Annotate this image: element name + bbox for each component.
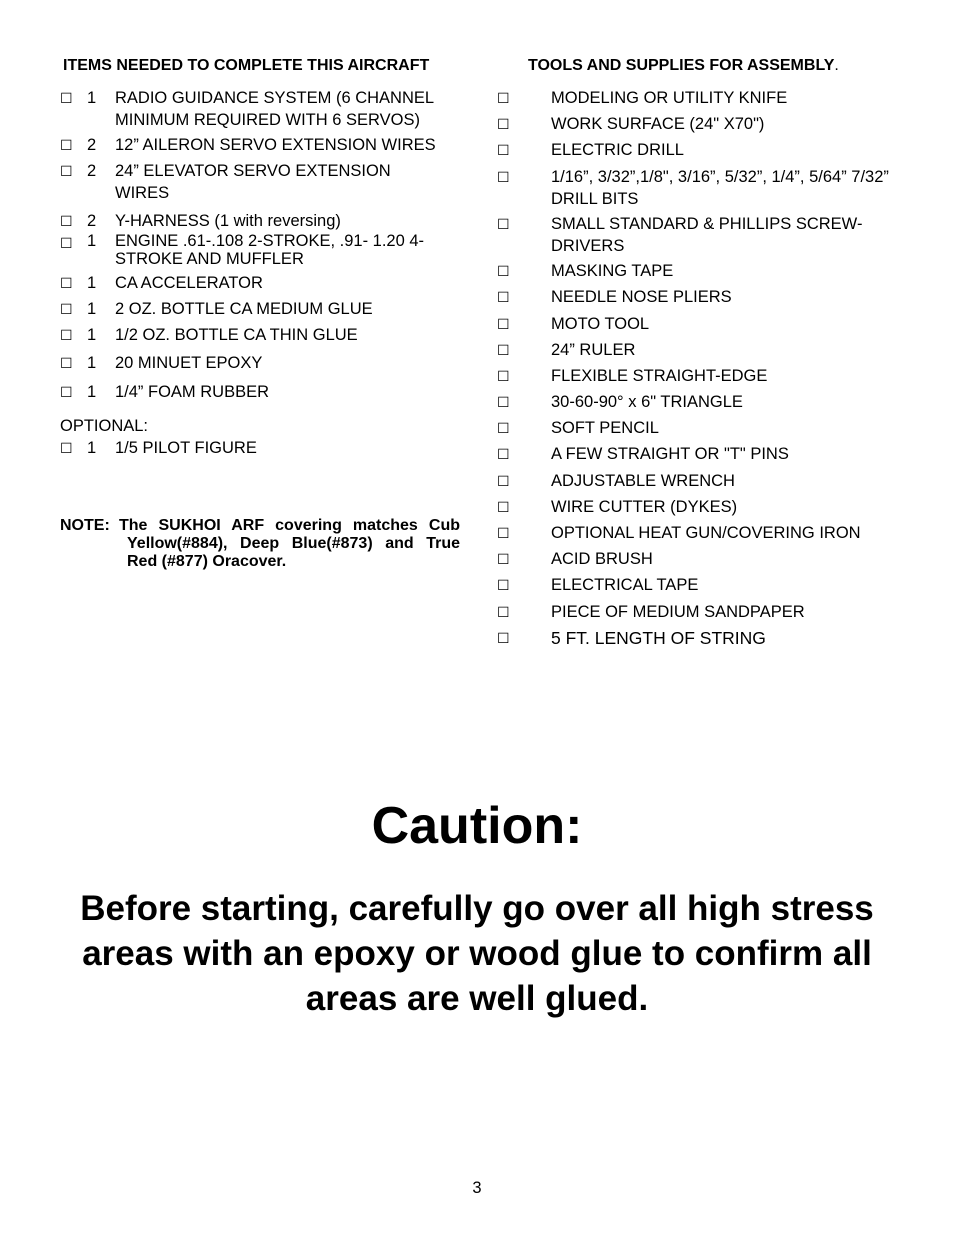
item-text: 12” AILERON SERVO EXTENSION WIRES bbox=[115, 136, 436, 154]
list-item bbox=[497, 113, 897, 135]
item-quantity: 1 bbox=[87, 326, 97, 344]
optional-label: OPTIONAL: bbox=[60, 417, 149, 435]
checkbox-icon[interactable]: ☐ bbox=[60, 235, 73, 251]
item-quantity: 1 bbox=[87, 232, 97, 250]
item-text: Y-HARNESS (1 with reversing) bbox=[115, 212, 341, 230]
items-needed-heading: ITEMS NEEDED TO COMPLETE THIS AIRCRAFT bbox=[63, 57, 430, 74]
list-item bbox=[497, 470, 897, 492]
list-item bbox=[60, 232, 462, 268]
item-text: MASKING TAPE bbox=[551, 262, 674, 280]
checkbox-icon[interactable]: ☐ bbox=[497, 169, 510, 185]
list-item bbox=[497, 417, 897, 439]
list-item bbox=[60, 134, 462, 156]
items-needed-list bbox=[60, 87, 462, 403]
item-text: ENGINE .61-.108 2-STROKE, .91- 1.20 4-STROKE AND MUFFLER bbox=[115, 232, 425, 268]
checkbox-icon[interactable]: ☐ bbox=[497, 342, 510, 358]
list-item bbox=[497, 601, 897, 623]
checkbox-icon[interactable]: ☐ bbox=[497, 263, 510, 279]
item-text: MODELING OR UTILITY KNIFE bbox=[551, 89, 788, 107]
item-quantity: 2 bbox=[87, 162, 97, 180]
list-item bbox=[60, 87, 462, 131]
item-text: A FEW STRAIGHT OR "T" PINS bbox=[551, 445, 789, 463]
checkbox-icon[interactable]: ☐ bbox=[60, 137, 73, 153]
checkbox-icon[interactable]: ☐ bbox=[497, 446, 510, 462]
checkbox-icon[interactable]: ☐ bbox=[497, 216, 510, 232]
item-text: 1/16”, 3/32”,1/8", 3/16”, 5/32”, 1/4”, 5/64” 7/32” DRILL BITS bbox=[551, 168, 889, 208]
item-quantity: 1 bbox=[87, 383, 97, 401]
item-quantity: 2 bbox=[87, 212, 97, 230]
items-needed-section bbox=[60, 56, 462, 459]
item-text: FLEXIBLE STRAIGHT-EDGE bbox=[551, 367, 768, 385]
item-text: CA ACCELERATOR bbox=[115, 274, 263, 292]
checkbox-icon[interactable]: ☐ bbox=[497, 420, 510, 436]
list-item bbox=[497, 574, 897, 596]
covering-note bbox=[60, 517, 460, 571]
caution-text: Before starting, carefully go over all high stress areas with an epoxy or wood glue to confirm all areas are well glued. bbox=[80, 889, 874, 1018]
tools-heading-period: . bbox=[834, 57, 839, 74]
item-text: NEEDLE NOSE PLIERS bbox=[551, 288, 732, 306]
list-item bbox=[497, 339, 897, 361]
item-quantity: 1 bbox=[87, 89, 97, 107]
item-text: 5 FT. LENGTH OF STRING bbox=[551, 628, 766, 648]
checkbox-icon[interactable]: ☐ bbox=[497, 473, 510, 489]
list-item bbox=[60, 160, 462, 204]
list-item bbox=[497, 166, 897, 210]
checkbox-icon[interactable]: ☐ bbox=[497, 316, 510, 332]
checkbox-icon[interactable]: ☐ bbox=[497, 394, 510, 410]
item-text: ELECTRICAL TAPE bbox=[551, 576, 699, 594]
item-text: ADJUSTABLE WRENCH bbox=[551, 472, 735, 490]
list-item bbox=[60, 298, 462, 320]
caution-title: Caution: bbox=[371, 797, 583, 855]
checkbox-icon[interactable]: ☐ bbox=[497, 499, 510, 515]
list-item bbox=[60, 324, 462, 346]
checkbox-icon[interactable]: ☐ bbox=[497, 577, 510, 593]
list-item bbox=[497, 443, 897, 465]
list-item bbox=[60, 352, 462, 374]
item-quantity: 1 bbox=[87, 439, 97, 457]
list-item bbox=[60, 437, 462, 459]
checkbox-icon[interactable]: ☐ bbox=[497, 368, 510, 384]
list-item bbox=[497, 87, 897, 109]
checkbox-icon[interactable]: ☐ bbox=[60, 440, 73, 456]
note-label: NOTE: bbox=[60, 517, 110, 534]
item-text: RADIO GUIDANCE SYSTEM (6 CHANNEL MINIMUM REQUIRED WITH 6 SERVOS) bbox=[115, 89, 434, 129]
item-text: SMALL STANDARD & PHILLIPS SCREW-DRIVERS bbox=[551, 215, 863, 255]
list-item bbox=[497, 213, 897, 257]
list-item bbox=[497, 286, 897, 308]
item-text: 20 MINUET EPOXY bbox=[115, 354, 263, 372]
item-text: ELECTRIC DRILL bbox=[551, 141, 684, 159]
item-text: 1/4” FOAM RUBBER bbox=[115, 383, 270, 401]
item-text: WORK SURFACE (24" X70") bbox=[551, 115, 765, 133]
checkbox-icon[interactable]: ☐ bbox=[60, 275, 73, 291]
checkbox-icon[interactable]: ☐ bbox=[497, 116, 510, 132]
checkbox-icon[interactable]: ☐ bbox=[497, 604, 510, 620]
list-item bbox=[60, 272, 462, 294]
item-quantity: 1 bbox=[87, 300, 97, 318]
item-quantity: 1 bbox=[87, 274, 97, 292]
checkbox-icon[interactable]: ☐ bbox=[60, 163, 73, 179]
tools-list bbox=[497, 87, 897, 649]
list-item bbox=[497, 365, 897, 387]
list-item bbox=[60, 210, 462, 232]
checkbox-icon[interactable]: ☐ bbox=[497, 551, 510, 567]
item-quantity: 2 bbox=[87, 136, 97, 154]
checkbox-icon[interactable]: ☐ bbox=[60, 301, 73, 317]
item-text: MOTO TOOL bbox=[551, 315, 650, 333]
checkbox-icon[interactable]: ☐ bbox=[60, 384, 73, 400]
item-text: 24” RULER bbox=[551, 341, 636, 359]
tools-heading bbox=[528, 56, 897, 76]
item-text: ACID BRUSH bbox=[551, 550, 653, 568]
list-item bbox=[497, 260, 897, 282]
item-text: 2 OZ. BOTTLE CA MEDIUM GLUE bbox=[115, 300, 373, 318]
list-item bbox=[497, 496, 897, 518]
item-text: WIRE CUTTER (DYKES) bbox=[551, 498, 738, 516]
checkbox-icon[interactable]: ☐ bbox=[60, 90, 73, 106]
item-quantity: 1 bbox=[87, 354, 97, 372]
checkbox-icon[interactable]: ☐ bbox=[60, 327, 73, 343]
optional-items-list bbox=[60, 437, 462, 459]
list-item bbox=[497, 313, 897, 335]
item-text: 1/5 PILOT FIGURE bbox=[115, 439, 257, 457]
list-item bbox=[497, 139, 897, 161]
checkbox-icon[interactable]: ☐ bbox=[497, 90, 510, 106]
list-item bbox=[60, 381, 462, 403]
item-text: SOFT PENCIL bbox=[551, 419, 659, 437]
page-number: 3 bbox=[472, 1179, 482, 1197]
checkbox-icon[interactable]: ☐ bbox=[497, 525, 510, 541]
checkbox-icon[interactable]: ☐ bbox=[497, 289, 510, 305]
checkbox-icon[interactable]: ☐ bbox=[497, 630, 510, 646]
item-text: OPTIONAL HEAT GUN/COVERING IRON bbox=[551, 524, 861, 542]
item-text: 24” ELEVATOR SERVO EXTENSION WIRES bbox=[115, 162, 391, 202]
tools-heading-text: TOOLS AND SUPPLIES FOR ASSEMBLY bbox=[528, 57, 835, 74]
checkbox-icon[interactable]: ☐ bbox=[60, 213, 73, 229]
note-text: The SUKHOI ARF covering matches Cub Yellow(#884), Deep Blue(#873) and True Red (#877) Oracover. bbox=[119, 517, 460, 570]
tools-section bbox=[497, 56, 897, 649]
item-text: 30-60-90° x 6" TRIANGLE bbox=[551, 393, 743, 411]
checkbox-icon[interactable]: ☐ bbox=[497, 142, 510, 158]
list-item bbox=[497, 627, 897, 649]
list-item bbox=[497, 522, 897, 544]
checkbox-icon[interactable]: ☐ bbox=[60, 355, 73, 371]
item-text: PIECE OF MEDIUM SANDPAPER bbox=[551, 603, 805, 621]
item-text: 1/2 OZ. BOTTLE CA THIN GLUE bbox=[115, 326, 358, 344]
list-item bbox=[497, 391, 897, 413]
list-item bbox=[497, 548, 897, 570]
